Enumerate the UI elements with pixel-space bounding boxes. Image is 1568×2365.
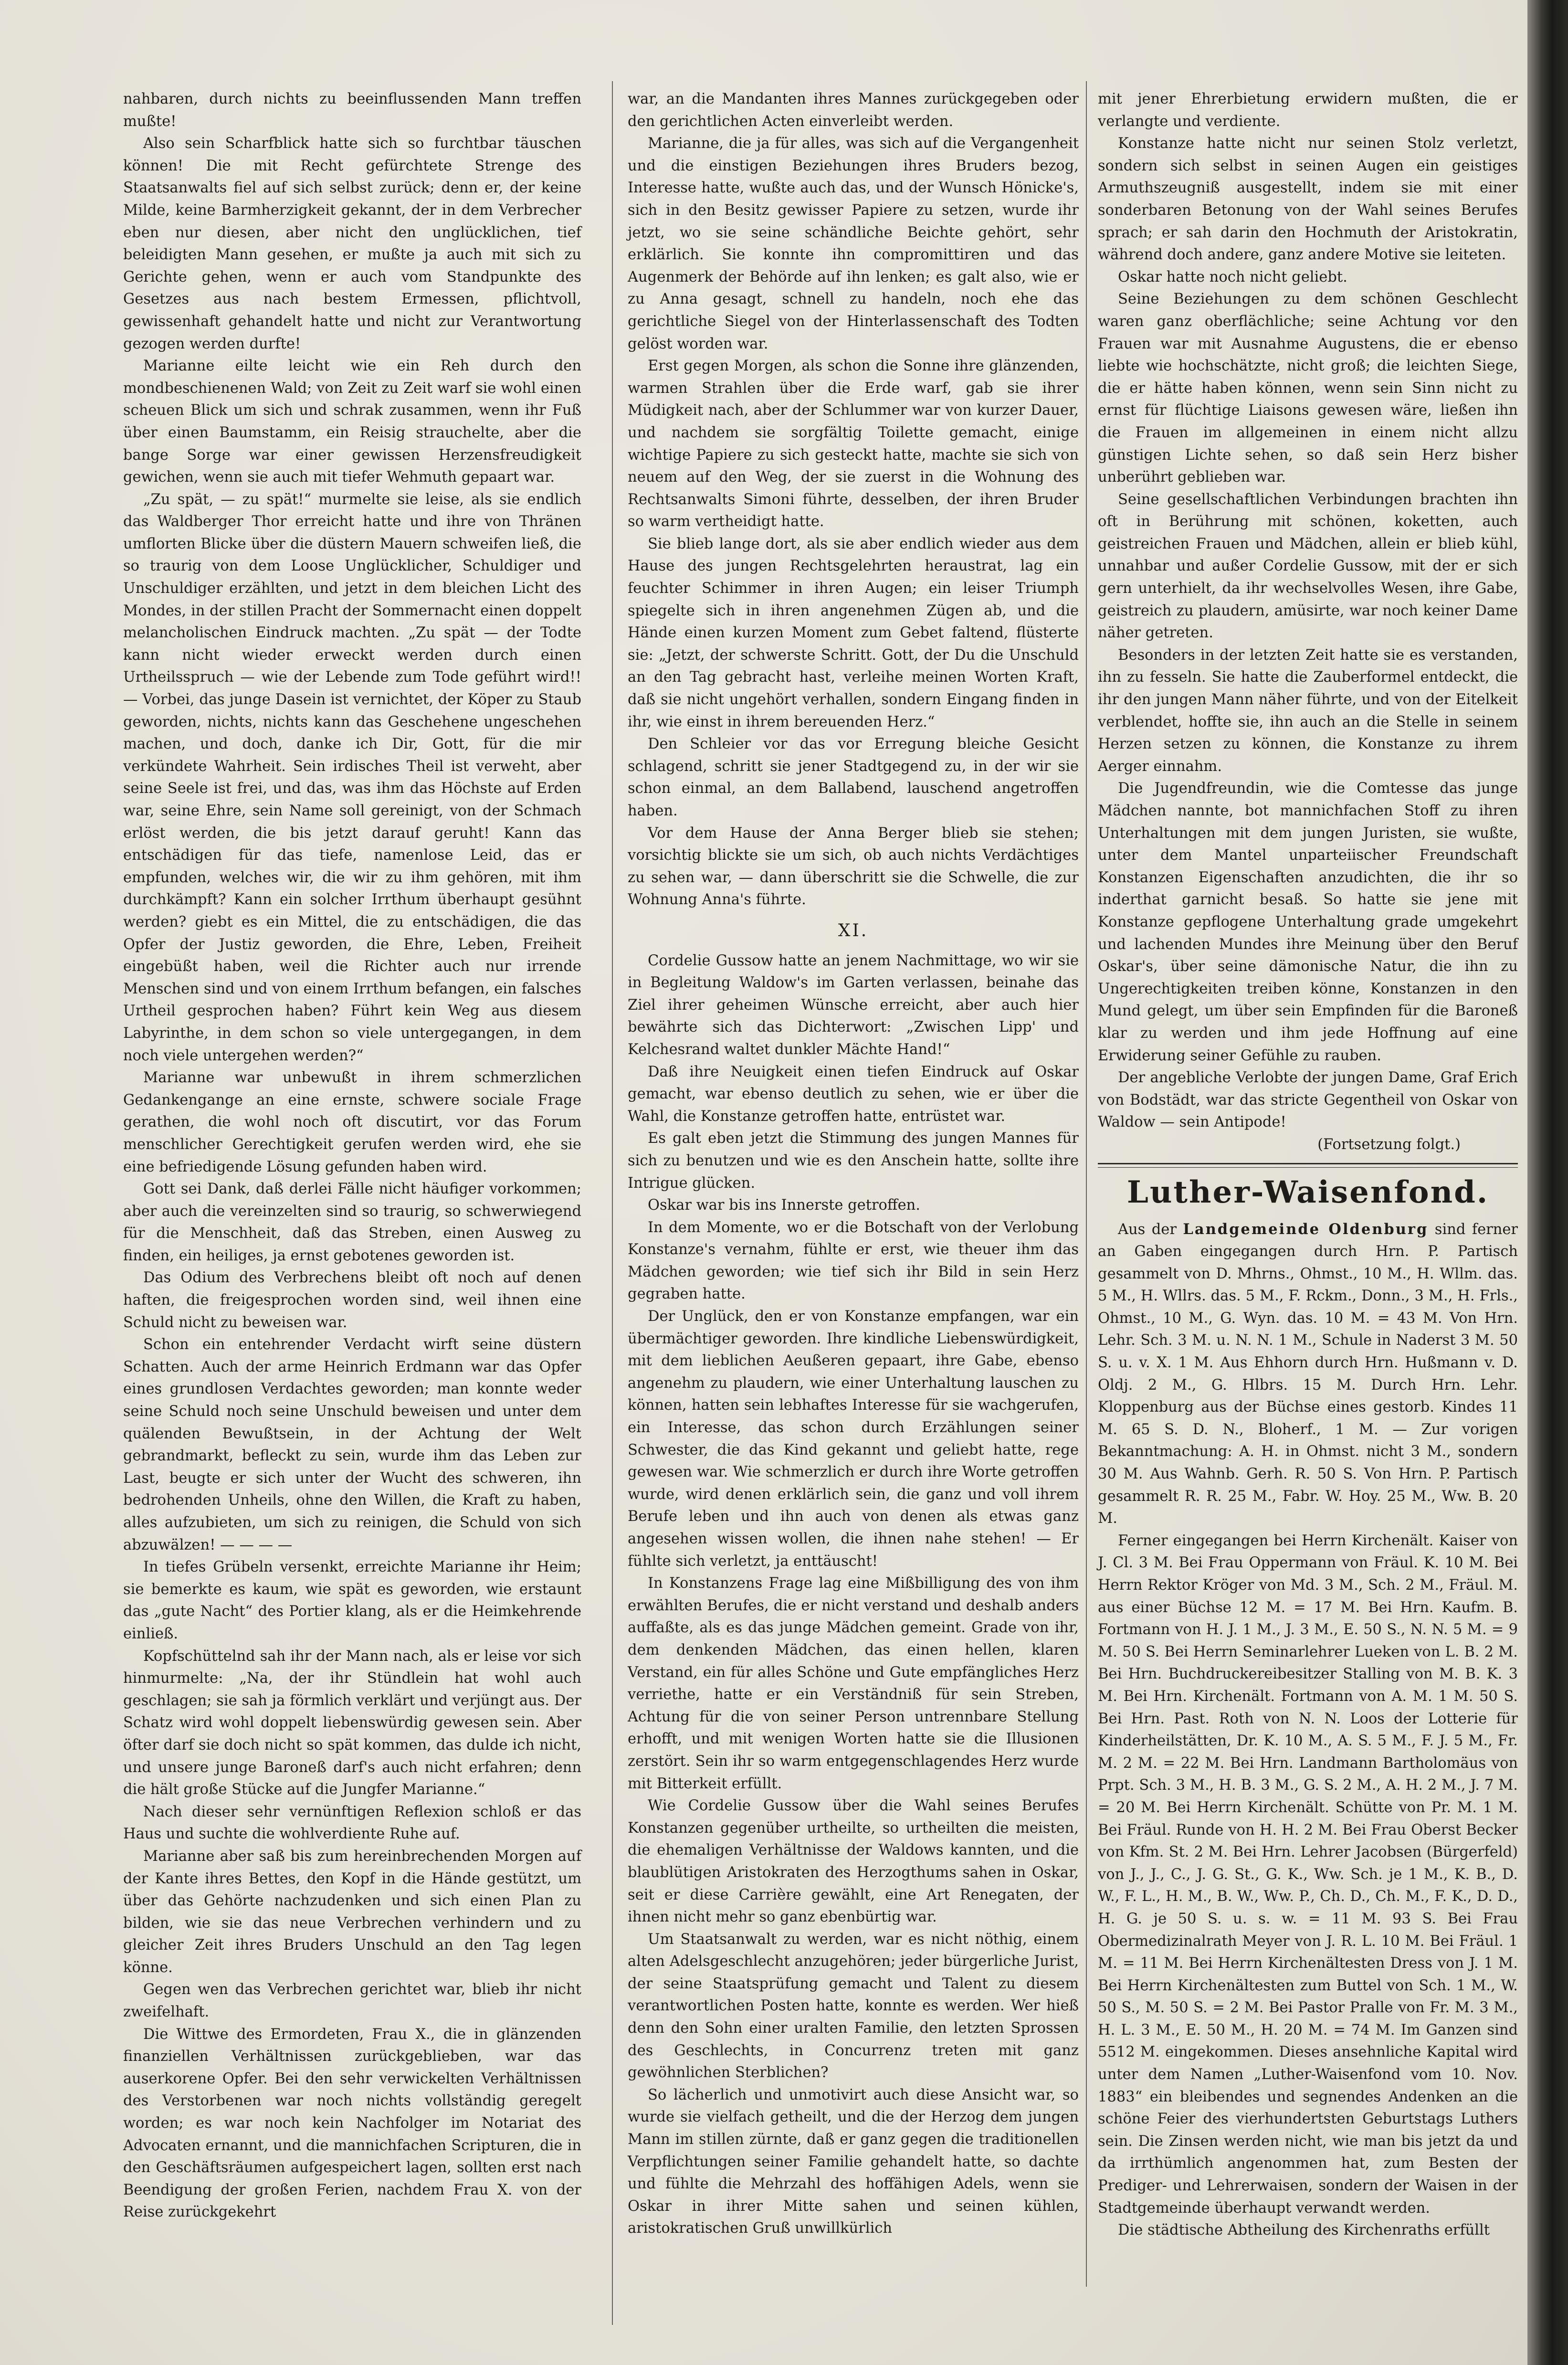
paragraph: Seine gesellschaftlichen Verbindungen brachten ihn oft in Berührung mit schönen, koketten, auch geistreichen Frauen und Mädchen, allein er blieb kühl, unnahbar und außer Cordelie Gussow, mit der er sich gern unterhielt, da ihr wechselvolles Wesen, ihre Gabe, geistreich zu plaudern, amüsirte, war noch keiner Dame näher getreten. — [1098, 491, 1518, 642]
chapter-number: XI. — [838, 920, 869, 940]
paragraph: Vor dem Hause der Anna Berger blieb sie stehen; vorsichtig blickte sie um sich, ob auch nichts Verdächtiges zu sehen war, — dann überschritt sie die Schwelle, die zur Wohnung Anna's führte. — [628, 824, 1079, 908]
column-3 — [1098, 88, 1518, 2242]
paragraph: mit jener Ehrerbietung erwidern mußten, die er verlangte und verdiente. — [1098, 91, 1518, 130]
paragraph: Erst gegen Morgen, als schon die Sonne ihre glänzenden, warmen Strahlen über die Erde warf, gab sie ihrer Müdigkeit nach, aber der Schlummer war von kurzer Dauer, und nachdem sie sorgfältig Toilette gemacht, einige wichtige Papiere zu sich gesteckt hatte, machte sie sich von neuem auf den Weg, der sie zuerst in die Wohnung des Rechtsanwalts Simoni führte, desselben, der ihren Bruder so warm vertheidigt hatte. — [628, 358, 1079, 530]
column-rule-1 — [612, 81, 613, 2325]
paragraph: Der angebliche Verlobte der jungen Dame, Graf Erich von Bodstädt, war das stricte Gegentheil von Oskar von Waldow — sein Antipode! — [1098, 1069, 1518, 1131]
paragraph: Konstanze hatte nicht nur seinen Stolz verletzt, sondern sich selbst in seinen Augen ein geistiges Armuthszeugniß ausgestellt, indem sie mit einer sonderbaren Betonung von der Wahl seines Berufes sprach; er sah darin den Hochmuth der Aristokratin, während doch andere, ganz andere Motive sie leiteten. — [1098, 135, 1518, 264]
column-2 — [628, 88, 1079, 2240]
paragraph: In tiefes Grübeln versenkt, erreichte Marianne ihr Heim; sie bemerkte es kaum, wie spät es geworden, wie erstaunt das „gute Nacht“ des Portier klang, als er die Heimkehrende einließ. — [123, 1559, 581, 1642]
paragraph: Der Unglück, den er von Konstanze empfangen, war ein übermächtiger geworden. Ihre kindliche Liebenswürdigkeit, mit dem lieblichen Aeußeren gepaart, ihre Gabe, ebenso angenehm zu plaudern, wie einer Unterhaltung lauschen zu können, hatten sein lebhaftes Interesse für sie wachgerufen, ein Interesse, das schon durch Erzählungen seiner Schwester, die das Kind gekannt und geliebt hatte, rege gewesen war. Wie schmerzlich er durch ihre Worte getroffen wurde, wird denen erklärlich sein, die ganz und voll ihrem Berufe leben und ihn auch von denen als etwas ganz angesehen wissen wollen, die ihnen nahe stehen! — Er fühlte sich verletzt, ja enttäuscht! — [628, 1308, 1079, 1570]
paragraph: Wie Cordelie Gussow über die Wahl seines Berufes Konstanzen gegenüber urtheilte, so urtheilten die meisten, die ehemaligen Verhältnisse der Waldows kannten, und die blaublütigen Aristokraten des Herzogthums sahen in Oskar, seit er diese Carrière gewählt, eine Art Renegaten, der ihnen nicht mehr so ganz ebenbürtig war. — [628, 1797, 1079, 1926]
paragraph: Nach dieser sehr vernünftigen Reflexion schloß er das Haus und suchte die wohlverdiente Ruhe auf. — [123, 1803, 581, 1843]
paragraph: Die städtische Abtheilung des Kirchenraths erfüllt — [1118, 2222, 1490, 2239]
paragraph: In Konstanzens Frage lag eine Mißbilligung des von ihm erwählten Berufes, die er nicht verstand und deshalb anders auffaßte, als es das junge Mädchen gemeint. Grade von ihr, dem denkenden Mädchen, das einen hellen, klaren Verstand, ein für alles Schöne und Gute empfängliches Herz verriethe, hatte er ein Verständniß für sein Streben, Achtung für die von seiner Person untrennbare Stellung erhofft, und mit wenigen Worten hatte sie die Illusionen zerstört. Sein ihr so warm entgegenschlagendes Herz wurde mit Bitterkeit erfüllt. — [628, 1575, 1079, 1792]
paragraph: nahbaren, durch nichts zu beeinflussenden Mann treffen mußte! — [123, 91, 581, 130]
paragraph: Die Wittwe des Ermordeten, Frau X., die in glänzenden finanziellen Verhältnissen zurückgeblieben, war das auserkorene Opfer. Bei den sehr verwickelten Verhältnissen des Verstorbenen war noch nichts vollständig geregelt worden; es war noch kein Nachfolger im Notariat des Advocaten ernannt, und die mannichfachen Scripturen, die in den Geschäftsräumen aufgespeichert lagen, sollten erst nach Beendigung der großen Ferien, nachdem Frau X. von der Reise zurückgekehrt — [123, 2026, 581, 2221]
paragraph: Marianne, die ja für alles, was sich auf die Vergangenheit und die einstigen Beziehungen ihres Bruders bezog, Interesse hatte, wußte auch das, und der Wunsch Hönicke's, sich in den Besitz gewisser Papiere zu setzen, wurde ihr jetzt, wo sie seine schändliche Beichte gehört, sehr erklärlich. Sie konnte ihn compromittiren und das Augenmerk der Behörde auf ihn lenken; es galt also, wie er zu Anna gesagt, schnell zu handeln, noch ehe das gerichtliche Siegel von der Hinterlassenschaft des Todten gelöst worden war. — [628, 135, 1079, 352]
paragraph: Marianne aber saß bis zum hereinbrechenden Morgen auf der Kante ihres Bettes, den Kopf in die Hände gestützt, um über das Gehörte nachzudenken und sich einen Plan zu bilden, wie sie das neue Verbrechen verhindern und zu gleicher Zeit ihres Bruders Unschuld an den Tag legen könne. — [123, 1848, 581, 1976]
paragraph: Sie blieb lange dort, als sie aber endlich wieder aus dem Hause des jungen Rechtsgelehrten heraustrat, lag ein feuchter Schimmer in ihren Augen; ein leiser Triumph spiegelte sich in ihren angenehmen Zügen ab, und die Hände einen kurzen Moment zum Gebet faltend, flüsterte sie: „Jetzt, der schwerste Schritt. Gott, der Du die Unschuld an den Tag gebracht hast, verleihe meinen Worten Kraft, daß sie nicht ungehört verhallen, sondern Eingang finden in ihr, wie einst in ihrem bereuenden Herz.“ — [628, 535, 1079, 730]
paragraph: Gott sei Dank, daß derlei Fälle nicht häufiger vorkommen; aber auch die vereinzelten sind so traurig, so schwerwiegend für die Menschheit, daß das Streben, einen Ausweg zu finden, ein heiliges, ja ernst gebotenes geworden ist. — [123, 1181, 581, 1264]
paragraph: war, an die Mandanten ihres Mannes zurückgegeben oder den gerichtlichen Acten einverleibt werden. — [628, 91, 1079, 130]
paragraph: In dem Momente, wo er die Botschaft von der Verlobung Konstanze's vernahm, fühlte er erst, wie theuer ihm das Mädchen geworden; wie tief sich ihr Bild in sein Herz gegraben hatte. — [628, 1219, 1079, 1303]
intro-suffix: sind ferner an Gaben eingegangen durch Hrn. P. Partisch gesammelt von D. Mhrns., Ohmst., 10 M., H. Wllm. das. 5 M., H. Wllrs. das. 5 M., F. Rckm., Donn., 3 M., H. Frls., Ohmst., 10 M., G. Wyn. das. 10 M. = 43 M. Von Hrn. Lehr. Sch. 3 M. u. N. N. 1 M., Schule in Naderst 3 M. 50 S. u. v. X. 1 M. Aus Ehhorn durch Hrn. Hußmann v. D. Oldj. 2 M., G. Hlbrs. 15 M. Durch Hrn. Lehr. Kloppenburg aus der Büchse eines gestorb. Kindes 11 M. 65 S. D. N., Bloherf., 1 M. — Zur vorigen Bekanntmachung: A. H. in Ohmst. nicht 3 M., sondern 30 M. Aus Wahnb. Gerh. R. 50 S. Von Hrn. P. Partisch gesammelt R. R. 25 M., Fabr. W. Hoy. 25 M., Ww. B. 20 M. — [1098, 1221, 1518, 1527]
paragraph — [1098, 1218, 1518, 1530]
paragraph: Das Odium des Verbrechens bleibt oft noch auf denen haften, die freigesprochen worden sind, weil ihnen eine Schuld nicht zu beweisen war. — [123, 1269, 581, 1331]
paragraph: Es galt eben jetzt die Stimmung des jungen Mannes für sich zu benutzen und wie es den Anschein hatte, sollte ihre Intrigue glücken. — [628, 1130, 1079, 1192]
paragraph: Oskar hatte noch nicht geliebt. — [1118, 268, 1347, 285]
intro-place: Landgemeinde Oldenburg — [1183, 1220, 1429, 1238]
intro-prefix: Aus der — [1118, 1221, 1177, 1238]
paragraph: Marianne eilte leicht wie ein Reh durch den mondbeschienenen Wald; von Zeit zu Zeit warf sie wohl einen scheuen Blick um sich und schrak zusammen, wenn ihr Fuß über einen Baumstamm, ein Reisig strauchelte, aber die bange Sorge war einer gewissen Herzensfreudigkeit gewichen, wenn sie auch mit tiefer Wehmuth gepaart war. — [123, 358, 581, 486]
paragraph: So lächerlich und unmotivirt auch diese Ansicht war, so wurde sie vielfach getheilt, und die der Herzog dem jungen Mann im stillen zürnte, daß er ganz gegen die traditionellen Verpflichtungen seiner Familie gehandelt hatte, so dachte und fühlte die Mehrzahl des hoffähigen Adels, wenn sie Oskar in ihrer Mitte sahen und seinen kühlen, aristokratischen Gruß unwillkürlich — [628, 2086, 1079, 2237]
paragraph: Seine Beziehungen zu dem schönen Geschlecht waren ganz oberflächliche; seine Achtung vor den Frauen war mit Ausnahme Augustens, die er ebenso liebte wie hochschätzte, nicht groß; die leichten Siege, die er hätte haben können, wenn sein Sinn nicht zu ernst für flüchtige Liaisons gewesen wäre, ließen ihn die Frauen im allgemeinen in einem nicht allzu günstigen Lichte sehen, so daß sein Herz bisher unberührt geblieben war. — [1098, 291, 1518, 486]
paragraph: Oskar war bis ins Innerste getroffen. — [648, 1197, 920, 1214]
paragraph: Besonders in der letzten Zeit hatte sie es verstanden, ihn zu fesseln. Sie hatte die Zauberformel entdeckt, die ihr den jungen Mann näher führte, und von der Eitelkeit verblendet, hoffte sie, ihn auch an die Stelle in seinem Herzen setzen zu können, die Konstanze zu ihrem Aerger einnahm. — [1098, 646, 1518, 775]
paragraph: Also sein Scharfblick hatte sich so furchtbar täuschen können! Die mit Recht gefürchtete Strenge des Staatsanwalts fiel auf sich selbst zurück; denn er, der keine Milde, keine Barmherzigkeit gekannt, der in dem Verbrecher eben nur diesen, aber nicht den unglücklichen, tief beleidigten Mann gesehen, er mußte ja auch mit sich zu Gerichte gehen, wenn er auch vom Standpunkte des Gesetzes aus nach bestem Ermessen, pflichtvoll, gewissenhaft gehandelt hatte und nicht zur Verantwortung gezogen werden durfte! — [123, 135, 581, 352]
paragraph: Schon ein entehrender Verdacht wirft seine düstern Schatten. Auch der arme Heinrich Erdmann war das Opfer eines grundlosen Verdachtes geworden; man konnte weder seine Schuld noch seine Unschuld beweisen und unter dem quälenden Bewußtsein, in der Achtung der Welt gebrandmarkt, befleckt zu sein, wurde ihm das Leben zur Last, beugte er sich unter der Wucht des schweren, ihn bedrohenden Unheils, ohne den Willen, die Kraft zu haben, alles aufzubieten, um sich zu reinigen, die Schuld von sich abzuwälzen! — — — — — [123, 1336, 581, 1553]
column-1 — [123, 88, 581, 2224]
paragraph: „Zu spät, — zu spät!“ murmelte sie leise, als sie endlich das Waldberger Thor erreicht hatte und ihre von Thränen umflorten Blicke über die düstern Mauern schweifen ließ, die so traurig von dem Loose Unglücklicher, Schuldiger und Unschuldiger erzählten, und jetzt in dem bleichen Licht des Mondes, in der stillen Pracht der Sommernacht einen doppelt melancholischen Eindruck machten. „Zu spät — der Todte kann nicht wieder erweckt werden durch einen Urtheilsspruch — wie der Lebende zum Tode geführt wird!! — Vorbei, das junge Dasein ist vernichtet, der Köper zu Staub geworden, nichts, nichts kann das Geschehene ungeschehen machen, und doch, danke ich Dir, Gott, für die mir verkündete Wahrheit. Sein irdisches Theil ist verweht, aber seine Seele ist frei, und das, was ihm das Höchste auf Erden war, seine Ehre, sein Name soll gereinigt, von der Schmach erlöst werden, die bis jetzt darauf geruht! Kann das entschädigen für das tiefe, namenlose Leid, das er empfunden, welches wir, die wir zu ihm gehören, mit ihm durchkämpft? Kann ein solcher Irrthum überhaupt gesühnt werden? giebt es ein Mittel, die zu entschädigen, die das Opfer der Justiz geworden, die Ehre, Leben, Freiheit eingebüßt haben, weil die Richter auch nur irrende Menschen sind und von einem Irrthum befangen, ein falsches Urtheil gesprochen haben? Führt kein Weg aus diesem Labyrinthe, in dem schon so viele untergegangen, in dem noch viele untergehen werden?“ — [123, 491, 581, 1064]
paragraph: Daß ihre Neuigkeit einen tiefen Eindruck auf Oskar gemacht, war ebenso deutlich zu sehen, wie er über die Wahl, die Konstanze getroffen hatte, entrüstet war. — [628, 1063, 1079, 1125]
paragraph: Um Staatsanwalt zu werden, war es nicht nöthig, einem alten Adelsgeschlecht anzugehören; jeder bürgerliche Jurist, der seine Staatsprüfung gemacht und Talent zu diesem verantwortlichen Posten hatte, konnte es werden. Wer hieß denn den Sohn einer uralten Familie, den letzten Sprossen des Geschlechts, in Concurrenz treten mit ganz gewöhnlichen Sterblichen? — [628, 1931, 1079, 2081]
page-binding-edge — [1527, 0, 1568, 2365]
paragraph: Ferner eingegangen bei Herrn Kirchenält. Kaiser von J. Cl. 3 M. Bei Frau Oppermann von Fräul. K. 10 M. Bei Herrn Rektor Kröger von Md. 3 M., Sch. 2 M., Fräul. M. aus einer Büchse 12 M. = 17 M. Bei Hrn. Kaufm. B. Fortmann von H. J. 1 M., J. 3 M., E. 50 S., N. N. 5 M. = 9 M. 50 S. Bei Herrn Seminarlehrer Lueken von L. B. 2 M. Bei Hrn. Buchdruckereibesitzer Stalling von M. B. K. 3 M. Bei Hrn. Kirchenält. Fortmann von A. M. 1 M. 50 S. Bei Hrn. Past. Roth von N. N. Loos der Lotterie für Kinderheilstätten, Dr. K. 10 M., A. S. 5 M., F. J. 5 M., Fr. M. 2 M. = 22 M. Bei Hrn. Landmann Bartholomäus von Prpt. Sch. 3 M., H. B. 3 M., G. S. 2 M., A. H. 2 M., J. 7 M. = 20 M. Bei Herrn Kirchenält. Schütte von Pr. M. 1 M. Bei Fräul. Runde von H. H. 2 M. Bei Frau Oberst Becker von Kfm. St. 2 M. Bei Hrn. Lehrer Jacobsen (Bürgerfeld) von J., J., C., J. G. St., G. K., Ww. Sch. je 1 M., K. B., D. W., F. L., H. M., B. W., Ww. P., Ch. D., Ch. M., F. K., D. D., H. G. je 50 S. u. s. w. = 11 M. 93 S. Bei Frau Obermedizinalrath Meyer von J. R. L. 10 M. Bei Fräul. 1 M. = 11 M. Bei Herrn Kirchenältesten Dress von J. 1 M. Bei Herrn Kirchenältesten zum Buttel von Sch. 1 M., W. 50 S., M. 50 S. = 2 M. Bei Pastor Pralle von Fr. M. 3 M., H. L. 3 M., E. 50 M., H. 20 M. = 74 M. Im Ganzen sind 5512 M. eingekommen. Dieses ansehnliche Kapital wird unter dem Namen „Luther-Waisenfond vom 10. Nov. 1883“ ein bleibendes und segnendes Andenken an die schöne Feier des vierhundertsten Geburtstags Luthers sein. Die Zinsen werden nicht, wie man bis jetzt da und da irrthümlich angenommen hat, zum Besten der Prediger- und Lehrerwaisen, sondern der Waisen in der Stadtgemeinde überhaupt verwandt werden. — [1098, 1532, 1518, 2217]
column-rule-2 — [1086, 81, 1087, 2287]
paragraph: Kopfschüttelnd sah ihr der Mann nach, als er leise vor sich hinmurmelte: „Na, der ihr Stündlein hat wohl auch geschlagen; sie sah ja förmlich verklärt und verjüngt aus. Der Schatz wird wohl doppelt liebenswürdig gewesen sein. Aber öfter darf sie doch nicht so spät kommen, das dulde ich nicht, und unsere junge Baroneß darf's auch nicht erfahren; denn die hält große Stücke auf die Jungfer Marianne.“ — [123, 1647, 581, 1798]
paragraph: Cordelie Gussow hatte an jenem Nachmittage, wo wir sie in Begleitung Waldow's im Garten verlassen, beinahe das Ziel ihrer geheimen Wünsche erreicht, aber auch hier bewährte sich das Dichterwort: „Zwischen Lipp' und Kelchesrand waltet dunkler Mächte Hand!“ — [628, 952, 1079, 1058]
paragraph: Die Jugendfreundin, wie die Comtesse das junge Mädchen nannte, bot mannichfachen Stoff zu ihren Unterhaltungen mit dem jungen Juristen, sie wußte, unter dem Mantel unparteiischer Freundschaft Konstanzen Eigenschaften anzudichten, die ihr so inderthat garnicht besaß. So hatte sie jene mit Konstanze gepflogene Unterhaltung grade umgekehrt und lachenden Mundes ihre Meinung über den Beruf Oskar's, über seine dämonische Natur, die ihn zu Ungerechtigkeiten treiben könne, Konstanzen in den Mund gelegt, um über sein Empfinden für die Baroneß klar zu werden und ihm jede Hoffnung auf eine Erwiderung seiner Gefühle zu rauben. — [1098, 780, 1518, 1064]
paragraph: Marianne war unbewußt in ihrem schmerzlichen Gedankengange an eine ernste, schwere sociale Frage gerathen, die wohl noch oft discutirt, vor das Forum menschlicher Gerechtigkeit gerufen werden wird, ehe sie eine befriedigende Lösung gefunden haben wird. — [123, 1069, 581, 1175]
paragraph: Gegen wen das Verbrechen gerichtet war, blieb ihr nicht zweifelhaft. — [123, 1981, 581, 2021]
section-divider — [1098, 1163, 1518, 1168]
continuation-note: (Fortsetzung folgt.) — [1317, 1136, 1461, 1153]
paragraph: Den Schleier vor das vor Erregung bleiche Gesicht schlagend, schritt sie jener Stadtgegend zu, in der wir sie schon einmal, an dem Ballabend, lauschend angetroffen haben. — [628, 736, 1079, 819]
section-heading: Luther-Waisenfond. — [1126, 1174, 1489, 1210]
